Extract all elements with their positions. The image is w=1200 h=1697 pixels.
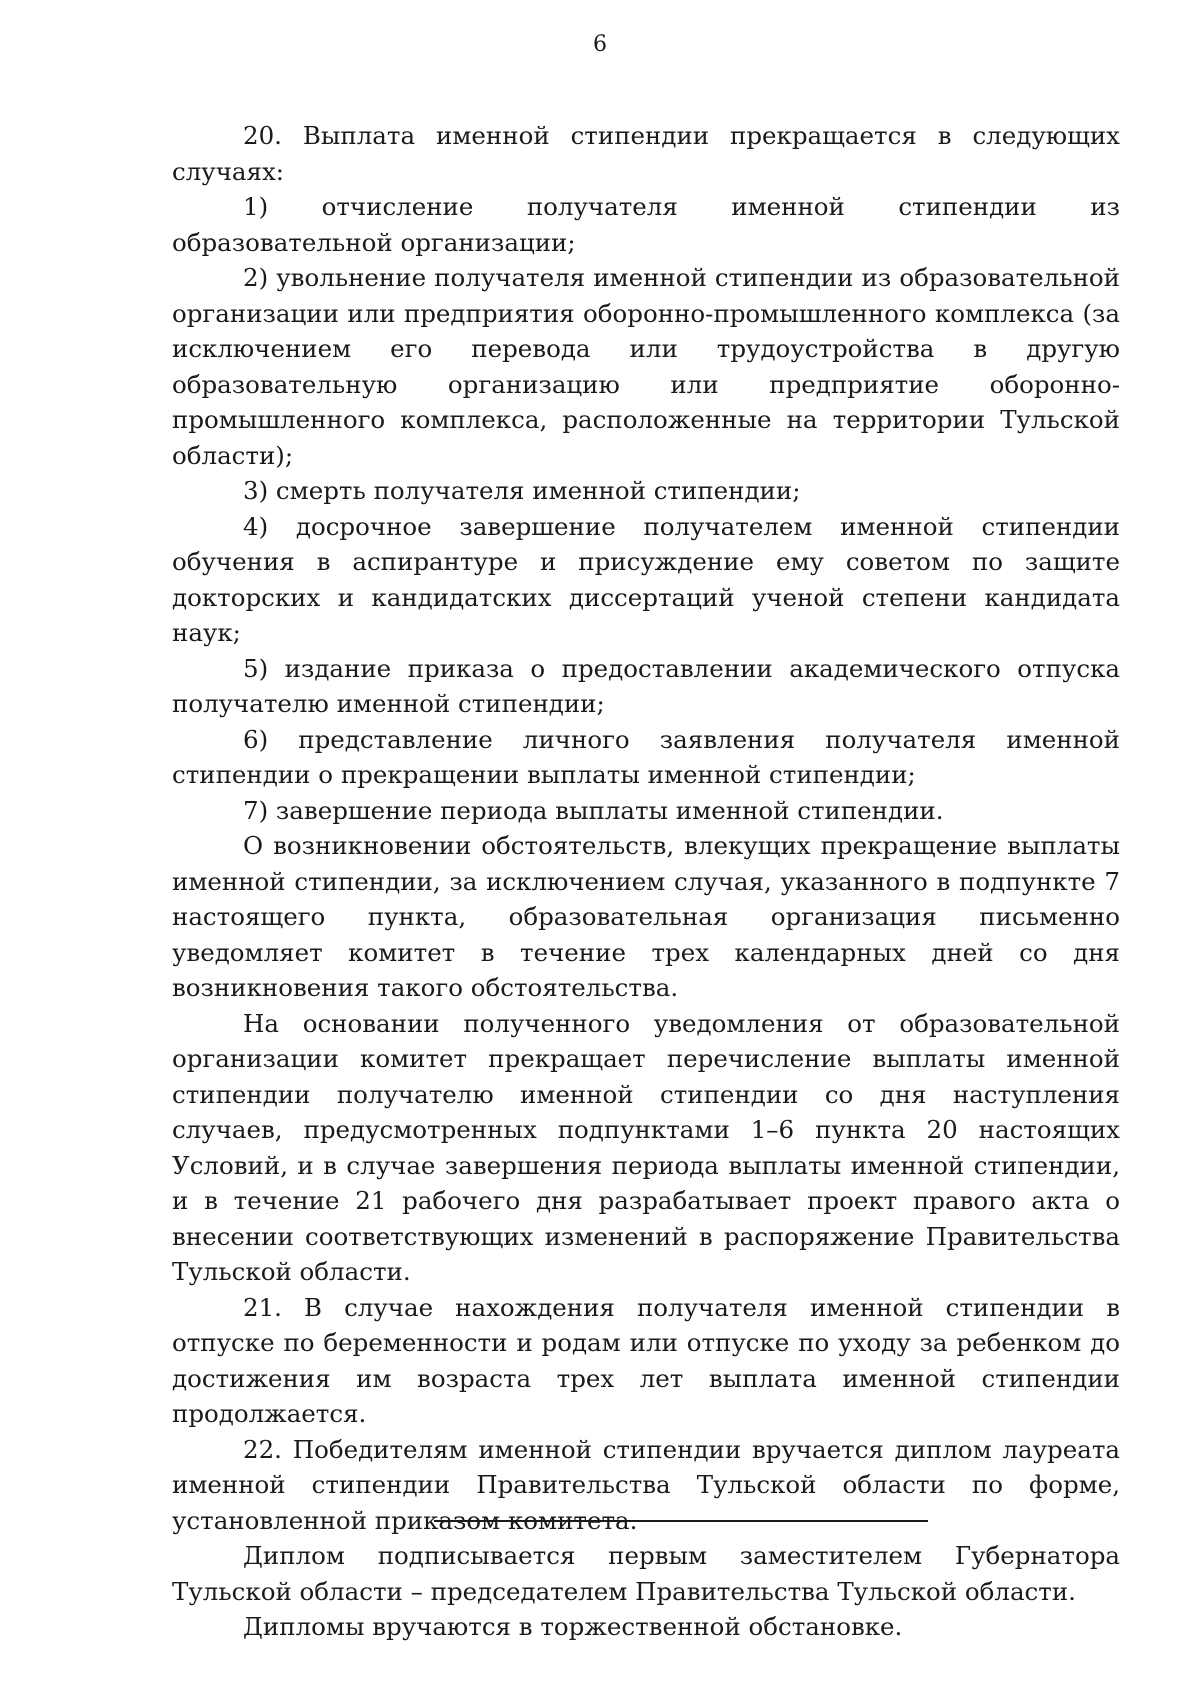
paragraph-item-7: 7) завершение периода выплаты именной стипендии. xyxy=(243,795,944,825)
paragraph-notification: О возникновении обстоятельств, влекущих прекращение выплаты именной стипендии, за исключением случая, указанного в подпункте 7 настоящего пункта, образовательная организация письменно уведомляет комитет в течение трех календарных дней со дня возникновения такого обстоятельства. xyxy=(172,831,1120,1002)
paragraph-diploma-signing: Диплом подписывается первым заместителем Губернатора Тульской области – председателем Правительства Тульской области. xyxy=(172,1541,1120,1606)
paragraph-item-6: 6) представление личного заявления получателя именной стипендии о прекращении выплаты именной стипендии; xyxy=(172,724,1120,789)
end-of-document-rule xyxy=(434,1520,928,1522)
paragraph-item-4: 4) досрочное завершение получателем именной стипендии обучения в аспирантуре и присуждение ему советом по защите докторских и кандидатских диссертаций ученой степени кандидата наук; xyxy=(172,511,1120,647)
paragraph-22: 22. Победителям именной стипендии вручается диплом лауреата именной стипендии Правительства Тульской области по форме, установленной приказом комитета. xyxy=(172,1434,1120,1535)
page-number: 6 xyxy=(593,32,607,57)
document-body xyxy=(172,118,1120,1645)
paragraph-20-intro: 20. Выплата именной стипендии прекращается в следующих случаях: xyxy=(172,121,1120,186)
paragraph-termination-basis: На основании полученного уведомления от образовательной организации комитет прекращает перечисление выплаты именной стипендии получателю именной стипендии со дня наступления случаев, предусмотренных подпунктами 1–6 пункта 20 настоящих Условий, и в случае завершения периода выплаты именной стипендии, и в течение 21 рабочего дня разрабатывает проект правого акта о внесении соответствующих изменений в распоряжение Правительства Тульской области. xyxy=(172,1008,1120,1286)
paragraph-21: 21. В случае нахождения получателя именной стипендии в отпуске по беременности и родам или отпуске по уходу за ребенком до достижения им возраста трех лет выплата именной стипендии продолжается. xyxy=(172,1292,1120,1428)
paragraph-item-5: 5) издание приказа о предоставлении академического отпуска получателю именной стипендии; xyxy=(172,653,1120,718)
paragraph-item-1: 1) отчисление получателя именной стипендии из образовательной организации; xyxy=(172,192,1120,257)
paragraph-item-3: 3) смерть получателя именной стипендии; xyxy=(243,476,801,505)
paragraph-item-2: 2) увольнение получателя именной стипендии из образовательной организации или предприятия оборонно-промышленного комплекса (за исключением его перевода или трудоустройства в другую образовательную организацию или предприятие оборонно-промышленного комплекса, расположенные на территории Тульской области); xyxy=(172,263,1120,470)
paragraph-diploma-ceremony: Дипломы вручаются в торжественной обстановке. xyxy=(243,1612,903,1641)
